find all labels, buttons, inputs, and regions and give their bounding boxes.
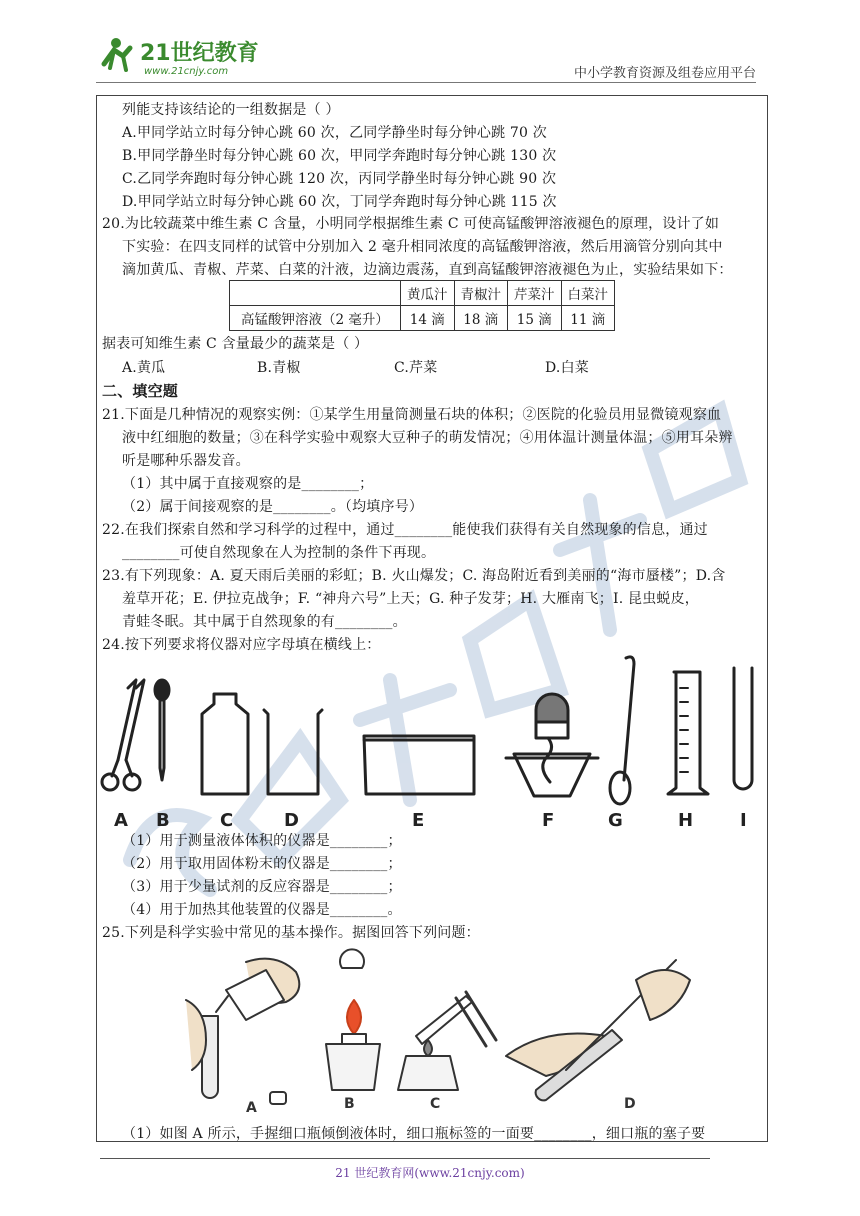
alcohol-lamp-icon bbox=[506, 694, 598, 796]
operation-label-a: A bbox=[246, 1100, 257, 1116]
instrument-label-f: F bbox=[542, 810, 555, 831]
medicine-spoon-icon bbox=[610, 657, 634, 804]
footer-rule bbox=[100, 1158, 710, 1159]
instrument-label-g: G bbox=[608, 810, 623, 831]
header-rule bbox=[96, 82, 756, 83]
table-cell: 黄瓜汁 bbox=[401, 281, 455, 306]
table-header-row bbox=[230, 281, 615, 306]
q24-part-4: （4）用于加热其他装置的仪器是________。 bbox=[122, 902, 402, 918]
site-logo bbox=[96, 34, 266, 78]
table-row bbox=[230, 306, 615, 331]
logo-text: 21世纪教育 bbox=[140, 41, 259, 66]
q21-stem-line-2: 液中红细胞的数量；③在科学实验中观察大豆种子的萌发情况；④用体温计测量体温；⑤用耳朵辨 bbox=[122, 430, 733, 446]
stirring-test-tube-icon bbox=[506, 960, 690, 1100]
q25-part-1: （1）如图 A 所示，手握细口瓶倾倒液体时，细口瓶标签的一面要________，细口瓶的塞子要 bbox=[122, 1126, 706, 1142]
q20-option-b: B.青椒 bbox=[257, 360, 301, 376]
q24-part-2: （2）用于取用固体粉末的仪器是________； bbox=[122, 856, 402, 872]
operation-label-b: B bbox=[344, 1096, 355, 1112]
q22-stem-line-1: 22.在我们探索自然和学习科学的过程中，通过________能使我们获得有关自然现象的信息，通过 bbox=[102, 522, 708, 538]
instrument-label-b: B bbox=[156, 810, 170, 831]
instrument-label-h: H bbox=[678, 810, 694, 831]
q24-part-1: （1）用于测量液体体积的仪器是________； bbox=[122, 833, 402, 849]
q19-option-a: A.甲同学站立时每分钟心跳 60 次，乙同学静坐时每分钟心跳 70 次 bbox=[122, 125, 547, 141]
graduated-cylinder-icon bbox=[668, 672, 708, 794]
operation-label-d: D bbox=[624, 1096, 636, 1112]
operation-label-c: C bbox=[430, 1096, 441, 1112]
q19-option-b: B.甲同学静坐时每分钟心跳 60 次，甲同学奔跑时每分钟心跳 130 次 bbox=[122, 148, 557, 164]
q20-stem-line-1: 20.为比较蔬菜中维生素 C 含量，小明同学根据维生素 C 可使高锰酸钾溶液褪色的原理，设计了如 bbox=[102, 216, 720, 232]
table-cell: 15 滴 bbox=[508, 306, 562, 331]
q20-option-a: A.黄瓜 bbox=[122, 360, 166, 376]
table-cell: 18 滴 bbox=[454, 306, 508, 331]
q21-stem-line-3: 听是哪种乐器发音。 bbox=[122, 453, 250, 469]
wide-mouth-bottle-icon bbox=[202, 694, 248, 794]
table-cell bbox=[230, 281, 401, 306]
q19-option-c: C.乙同学奔跑时每分钟心跳 120 次，丙同学静坐时每分钟心跳 90 次 bbox=[122, 171, 557, 187]
table-cell: 芹菜汁 bbox=[508, 281, 562, 306]
q19-stem-tail: 列能支持该结论的一组数据是（ ） bbox=[122, 102, 340, 118]
instrument-label-e: E bbox=[412, 810, 425, 831]
instrument-label-d: D bbox=[284, 810, 299, 831]
heating-test-tube-icon bbox=[398, 992, 496, 1090]
q23-stem-line-3: 青蛙冬眠。其中属于自然现象的有________。 bbox=[122, 614, 407, 630]
glass-trough-icon bbox=[364, 736, 474, 794]
q20-stem-line-2: 下实验：在四支同样的试管中分别加入 2 毫升相同浓度的高锰酸钾溶液，然后用滴管分别向其中 bbox=[122, 239, 723, 255]
test-tube-icon bbox=[734, 668, 752, 789]
q19-option-d: D.甲同学站立时每分钟心跳 60 次，丁同学奔跑时每分钟心跳 115 次 bbox=[122, 194, 557, 210]
dropper-icon bbox=[155, 680, 169, 780]
footer-link[interactable]: 21 世纪教育网(www.21cnjy.com) bbox=[335, 1166, 525, 1180]
crucible-tongs-icon bbox=[102, 680, 144, 790]
beaker-icon bbox=[264, 710, 322, 794]
table-cell: 青椒汁 bbox=[454, 281, 508, 306]
platform-name: 中小学教育资源及组卷应用平台 bbox=[573, 66, 756, 81]
logo-url: www.21cnjy.com bbox=[144, 66, 229, 77]
instrument-label-a: A bbox=[114, 810, 128, 831]
q25-stem: 25.下列是科学实验中常见的基本操作。据图回答下列问题： bbox=[102, 925, 480, 941]
table-cell: 14 滴 bbox=[401, 306, 455, 331]
lab-instruments-figure bbox=[96, 648, 768, 834]
q22-stem-line-2: ________可使自然现象在人为控制的条件下再现。 bbox=[122, 545, 436, 561]
q21-stem-line-1: 21.下面是几种情况的观察实例：①某学生用量筒测量石块的体积；②医院的化验员用显微镜观察血 bbox=[102, 407, 722, 423]
q20-option-d: D.白菜 bbox=[545, 360, 589, 376]
q24-part-3: （3）用于少量试剂的反应容器是________； bbox=[122, 879, 402, 895]
q21-part-2: （2）属于间接观察的是________。（均填序号） bbox=[122, 499, 424, 515]
table-cell: 高锰酸钾溶液（2 毫升） bbox=[230, 306, 401, 331]
table-cell: 11 滴 bbox=[561, 306, 615, 331]
q20-stem-line-3: 滴加黄瓜、青椒、芹菜、白菜的汁液，边滴边震荡，直到高锰酸钾溶液褪色为止，实验结果如下： bbox=[122, 262, 733, 278]
pouring-liquid-icon bbox=[186, 959, 299, 1104]
lab-operations-figure bbox=[166, 940, 696, 1118]
instrument-label-i: I bbox=[740, 810, 747, 831]
lit-alcohol-lamp-icon bbox=[326, 949, 380, 1090]
q21-part-1: （1）其中属于直接观察的是________； bbox=[122, 476, 374, 492]
q24-stem: 24.按下列要求将仪器对应字母填在横线上： bbox=[102, 637, 381, 653]
q23-stem-line-1: 23.有下列现象：A. 夏天雨后美丽的彩虹；B. 火山爆发；C. 海岛附近看到美丽的“海市蜃楼”；D.含 bbox=[102, 568, 726, 584]
q23-stem-line-2: 羞草开花；E. 伊拉克战争；F. “神舟六号”上天；G. 种子发芽；H. 大雁南飞；I. 昆虫蜕皮， bbox=[122, 591, 699, 607]
instrument-label-c: C bbox=[220, 810, 234, 831]
q20-question: 据表可知维生素 C 含量最少的蔬菜是（ ） bbox=[102, 336, 369, 352]
table-cell: 白菜汁 bbox=[561, 281, 615, 306]
q20-option-c: C.芹菜 bbox=[394, 360, 438, 376]
vitamin-c-table bbox=[229, 280, 615, 331]
section-title-fill-in: 二、填空题 bbox=[102, 382, 179, 400]
